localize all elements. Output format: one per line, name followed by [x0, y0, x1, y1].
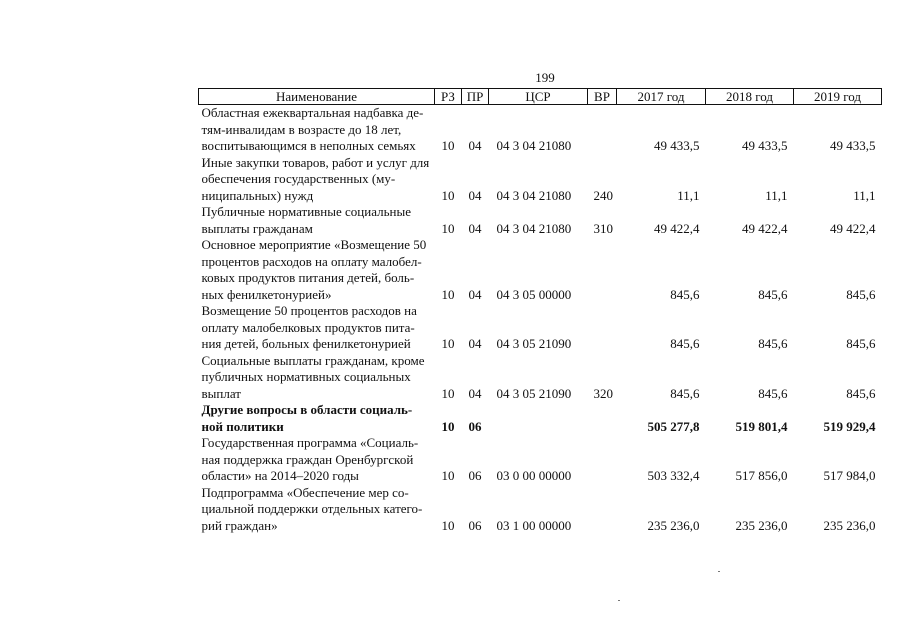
table-row	[199, 435, 882, 485]
budget-table	[198, 88, 882, 534]
row-2018: 517 856,0	[735, 468, 788, 483]
row-rz: 10	[441, 517, 455, 533]
row-2017: 503 332,4	[647, 468, 700, 483]
row-csr: 04 3 05 21090	[496, 385, 572, 401]
table-row	[199, 485, 882, 535]
row-2018: 49 433,5	[742, 138, 788, 153]
row-2019: 49 433,5	[830, 138, 876, 153]
page-number: 199	[535, 70, 555, 85]
table-row	[199, 155, 882, 205]
row-rz: 10	[441, 418, 455, 434]
row-vr	[588, 105, 617, 155]
row-pr: 06	[468, 468, 482, 483]
row-2017: 845,6	[670, 336, 700, 351]
row-csr: 04 3 05 00000	[496, 286, 572, 302]
row-pr: 04	[468, 187, 482, 203]
row-pr: 06	[468, 517, 482, 533]
table-row	[199, 402, 882, 435]
header-vr: ВР	[588, 89, 617, 105]
row-csr: 04 3 04 21080	[496, 138, 572, 153]
row-vr	[588, 303, 617, 353]
row-vr	[588, 435, 617, 485]
row-2019: 235 236,0	[823, 517, 876, 533]
row-2019: 517 984,0	[823, 468, 876, 483]
row-vr	[588, 485, 617, 535]
row-vr: 240	[593, 187, 613, 203]
header-name: Наименование	[199, 89, 435, 105]
row-pr: 04	[468, 385, 482, 401]
row-name: Другие вопросы в области социаль-ной политики	[201, 402, 413, 434]
header-2018: 2018 год	[706, 89, 794, 105]
row-2019: 11,1	[853, 187, 876, 203]
row-pr: 06	[468, 418, 482, 434]
row-rz: 10	[441, 138, 455, 153]
row-csr: 04 3 04 21080	[496, 187, 572, 203]
row-2017: 845,6	[670, 385, 700, 401]
row-name: Публичные нормативные социальные выплаты гражданам	[201, 204, 411, 236]
row-name: Социальные выплаты гражданам, кроме публичных нормативных социальных выплат	[201, 352, 425, 401]
row-csr: 03 1 00 00000	[496, 517, 572, 533]
row-2019: 519 929,4	[823, 418, 876, 434]
row-2017: 49 422,4	[654, 220, 700, 236]
header-2019: 2019 год	[794, 89, 882, 105]
row-2019: 845,6	[846, 336, 876, 351]
row-csr: 04 3 05 21090	[496, 336, 572, 351]
row-pr: 04	[468, 138, 482, 153]
row-2018: 49 422,4	[742, 220, 788, 236]
row-csr: 03 0 00 00000	[496, 468, 572, 483]
scan-speck	[618, 600, 620, 601]
row-rz: 10	[441, 187, 455, 203]
row-name: Основное мероприятие «Возмещение 50 процентов расходов на оплату малобел-ковых продуктов питания детей, боль-ных фенилкетонурией»	[201, 237, 427, 302]
header-pr: ПР	[462, 89, 489, 105]
row-2018: 11,1	[765, 187, 788, 203]
row-2017: 49 433,5	[654, 138, 700, 153]
row-2019: 845,6	[846, 286, 876, 302]
header-2017: 2017 год	[617, 89, 706, 105]
row-2018: 519 801,4	[735, 418, 788, 434]
row-pr: 04	[468, 286, 482, 302]
row-2017: 235 236,0	[647, 517, 700, 533]
row-2018: 845,6	[758, 336, 788, 351]
table-row	[199, 353, 882, 403]
scan-speck	[718, 571, 720, 572]
row-2018: 845,6	[758, 385, 788, 401]
row-vr	[588, 402, 617, 435]
row-name: Государственная программа «Социаль-ная поддержка граждан Оренбургской области» на 2014–2020 годы	[201, 435, 419, 483]
row-name: Областная ежеквартальная надбавка де-тям-инвалидам в возрасте до 18 лет, воспитывающимся в неполных семьях	[201, 105, 424, 153]
header-rz: РЗ	[435, 89, 462, 105]
table-header-row	[199, 89, 882, 105]
row-2018: 235 236,0	[735, 517, 788, 533]
row-rz: 10	[441, 385, 455, 401]
row-name: Иные закупки товаров, работ и услуг для обеспечения государственных (му-ниципальных) нужд	[201, 154, 430, 203]
row-pr: 04	[468, 220, 482, 236]
row-2017: 505 277,8	[647, 418, 700, 434]
row-pr: 04	[468, 336, 482, 351]
table-row	[199, 303, 882, 353]
table-row	[199, 237, 882, 303]
row-csr	[489, 402, 588, 435]
row-name: Подпрограмма «Обеспечение мер со-циальной поддержки отдельных катего-рий граждан»	[201, 484, 423, 533]
table-row	[199, 204, 882, 237]
row-2019: 49 422,4	[830, 220, 876, 236]
header-csr: ЦСР	[489, 89, 588, 105]
row-csr: 04 3 04 21080	[496, 220, 572, 236]
row-vr: 310	[593, 220, 613, 236]
row-rz: 10	[441, 336, 455, 351]
row-vr	[588, 237, 617, 303]
row-rz: 10	[441, 220, 455, 236]
row-2017: 11,1	[677, 187, 700, 203]
row-vr: 320	[593, 385, 613, 401]
table-row	[199, 105, 882, 155]
row-2018: 845,6	[758, 286, 788, 302]
row-rz: 10	[441, 286, 455, 302]
row-name: Возмещение 50 процентов расходов на оплату малобелковых продуктов пита-ния детей, больных фенилкетонурией	[201, 303, 417, 351]
row-2017: 845,6	[670, 286, 700, 302]
row-rz: 10	[441, 468, 455, 483]
row-2019: 845,6	[846, 385, 876, 401]
